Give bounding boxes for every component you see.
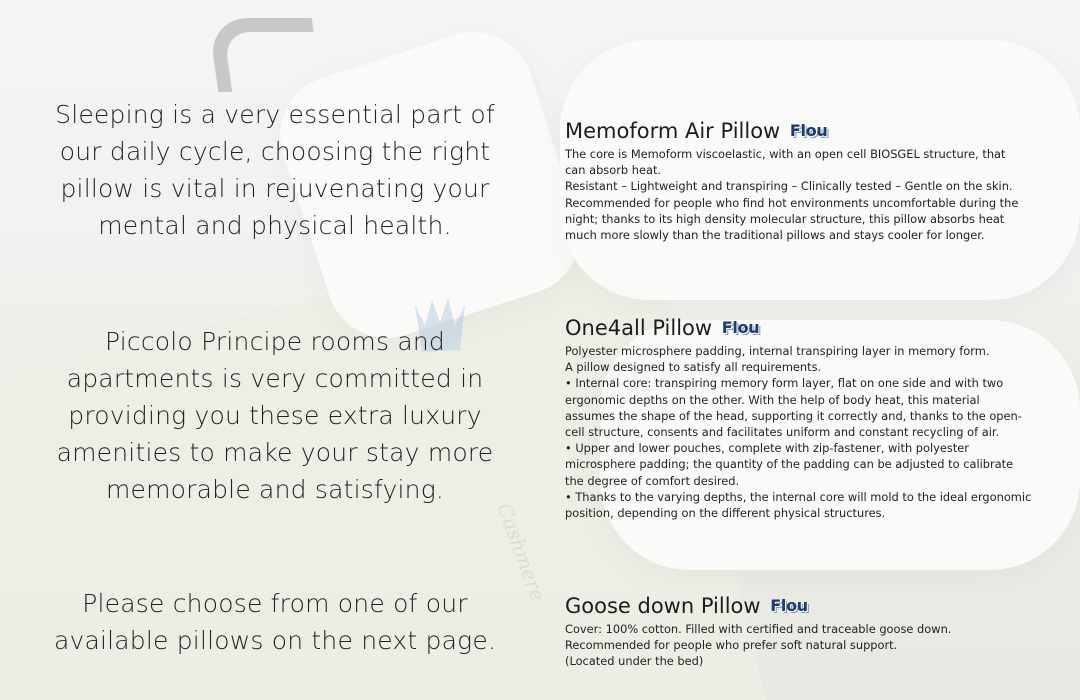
product-name: Goose down Pillow: [565, 594, 761, 618]
flou-logo: Flou: [789, 121, 828, 140]
product-memoform-air-pillow: [565, 118, 1075, 243]
product-name: One4all Pillow: [565, 316, 713, 340]
product-description: Polyester microsphere padding, internal transpiring layer in memory form. A pillow designed to satisfy all requirements. • Internal core: transpiring memory form layer, flat on one side and with two ergonomic depths on the other. With the help of body heat, this material assumes the shape of the head, supporting it correctly and, thanks to the open- cell structure, consents and facilitates uniform and constant recycling of air. • Upper and lower pouches, complete with zip-fastener, with polyester microsphere padding; the quantity of the padding can be adjusted to calibrate the degree of comfort desired. • Thanks to the varying depths, the internal core will mold to the ideal ergonomic position, depending on the different physical structures.: [565, 344, 1032, 521]
product-title: [565, 118, 1075, 144]
product-title: [565, 315, 1075, 341]
product-description: Cover: 100% cotton. Filled with certified and traceable goose down. Recommended for people who prefer soft natural support. (Located under the bed): [565, 622, 952, 669]
product-name: Memoform Air Pillow: [565, 119, 781, 143]
product-title: [565, 593, 1075, 619]
product-description: The core is Memoform viscoelastic, with an open cell BIOSGEL structure, that can absorb heat. Resistant – Lightweight and transpiring – Clinically tested – Gentle on the skin. Recommended for people who find hot environments uncomfortable during the night; thanks to its high density molecular structure, this pillow absorbs heat much more slowly than the traditional pillows and stays cooler for longer.: [565, 147, 1019, 243]
flou-logo: Flou: [770, 596, 808, 615]
sleeping-paragraph: Sleeping is a very essential part of our daily cycle, choosing the right pillow is vital in rejuvenating your mental and physical health.: [55, 100, 495, 240]
choose-paragraph: Please choose from one of our available pillows on the next page.: [53, 589, 497, 655]
product-goose-down-pillow: [565, 593, 1075, 670]
pillow-brand-watermark: Cashmere: [492, 499, 551, 605]
commitment-paragraph: Piccolo Principe rooms and apartments is very committed in providing you these extra luxury amenities to make your stay more memorable and satisfying.: [56, 327, 494, 504]
product-one4all-pillow: [565, 315, 1075, 521]
flou-logo: Flou: [721, 318, 760, 337]
